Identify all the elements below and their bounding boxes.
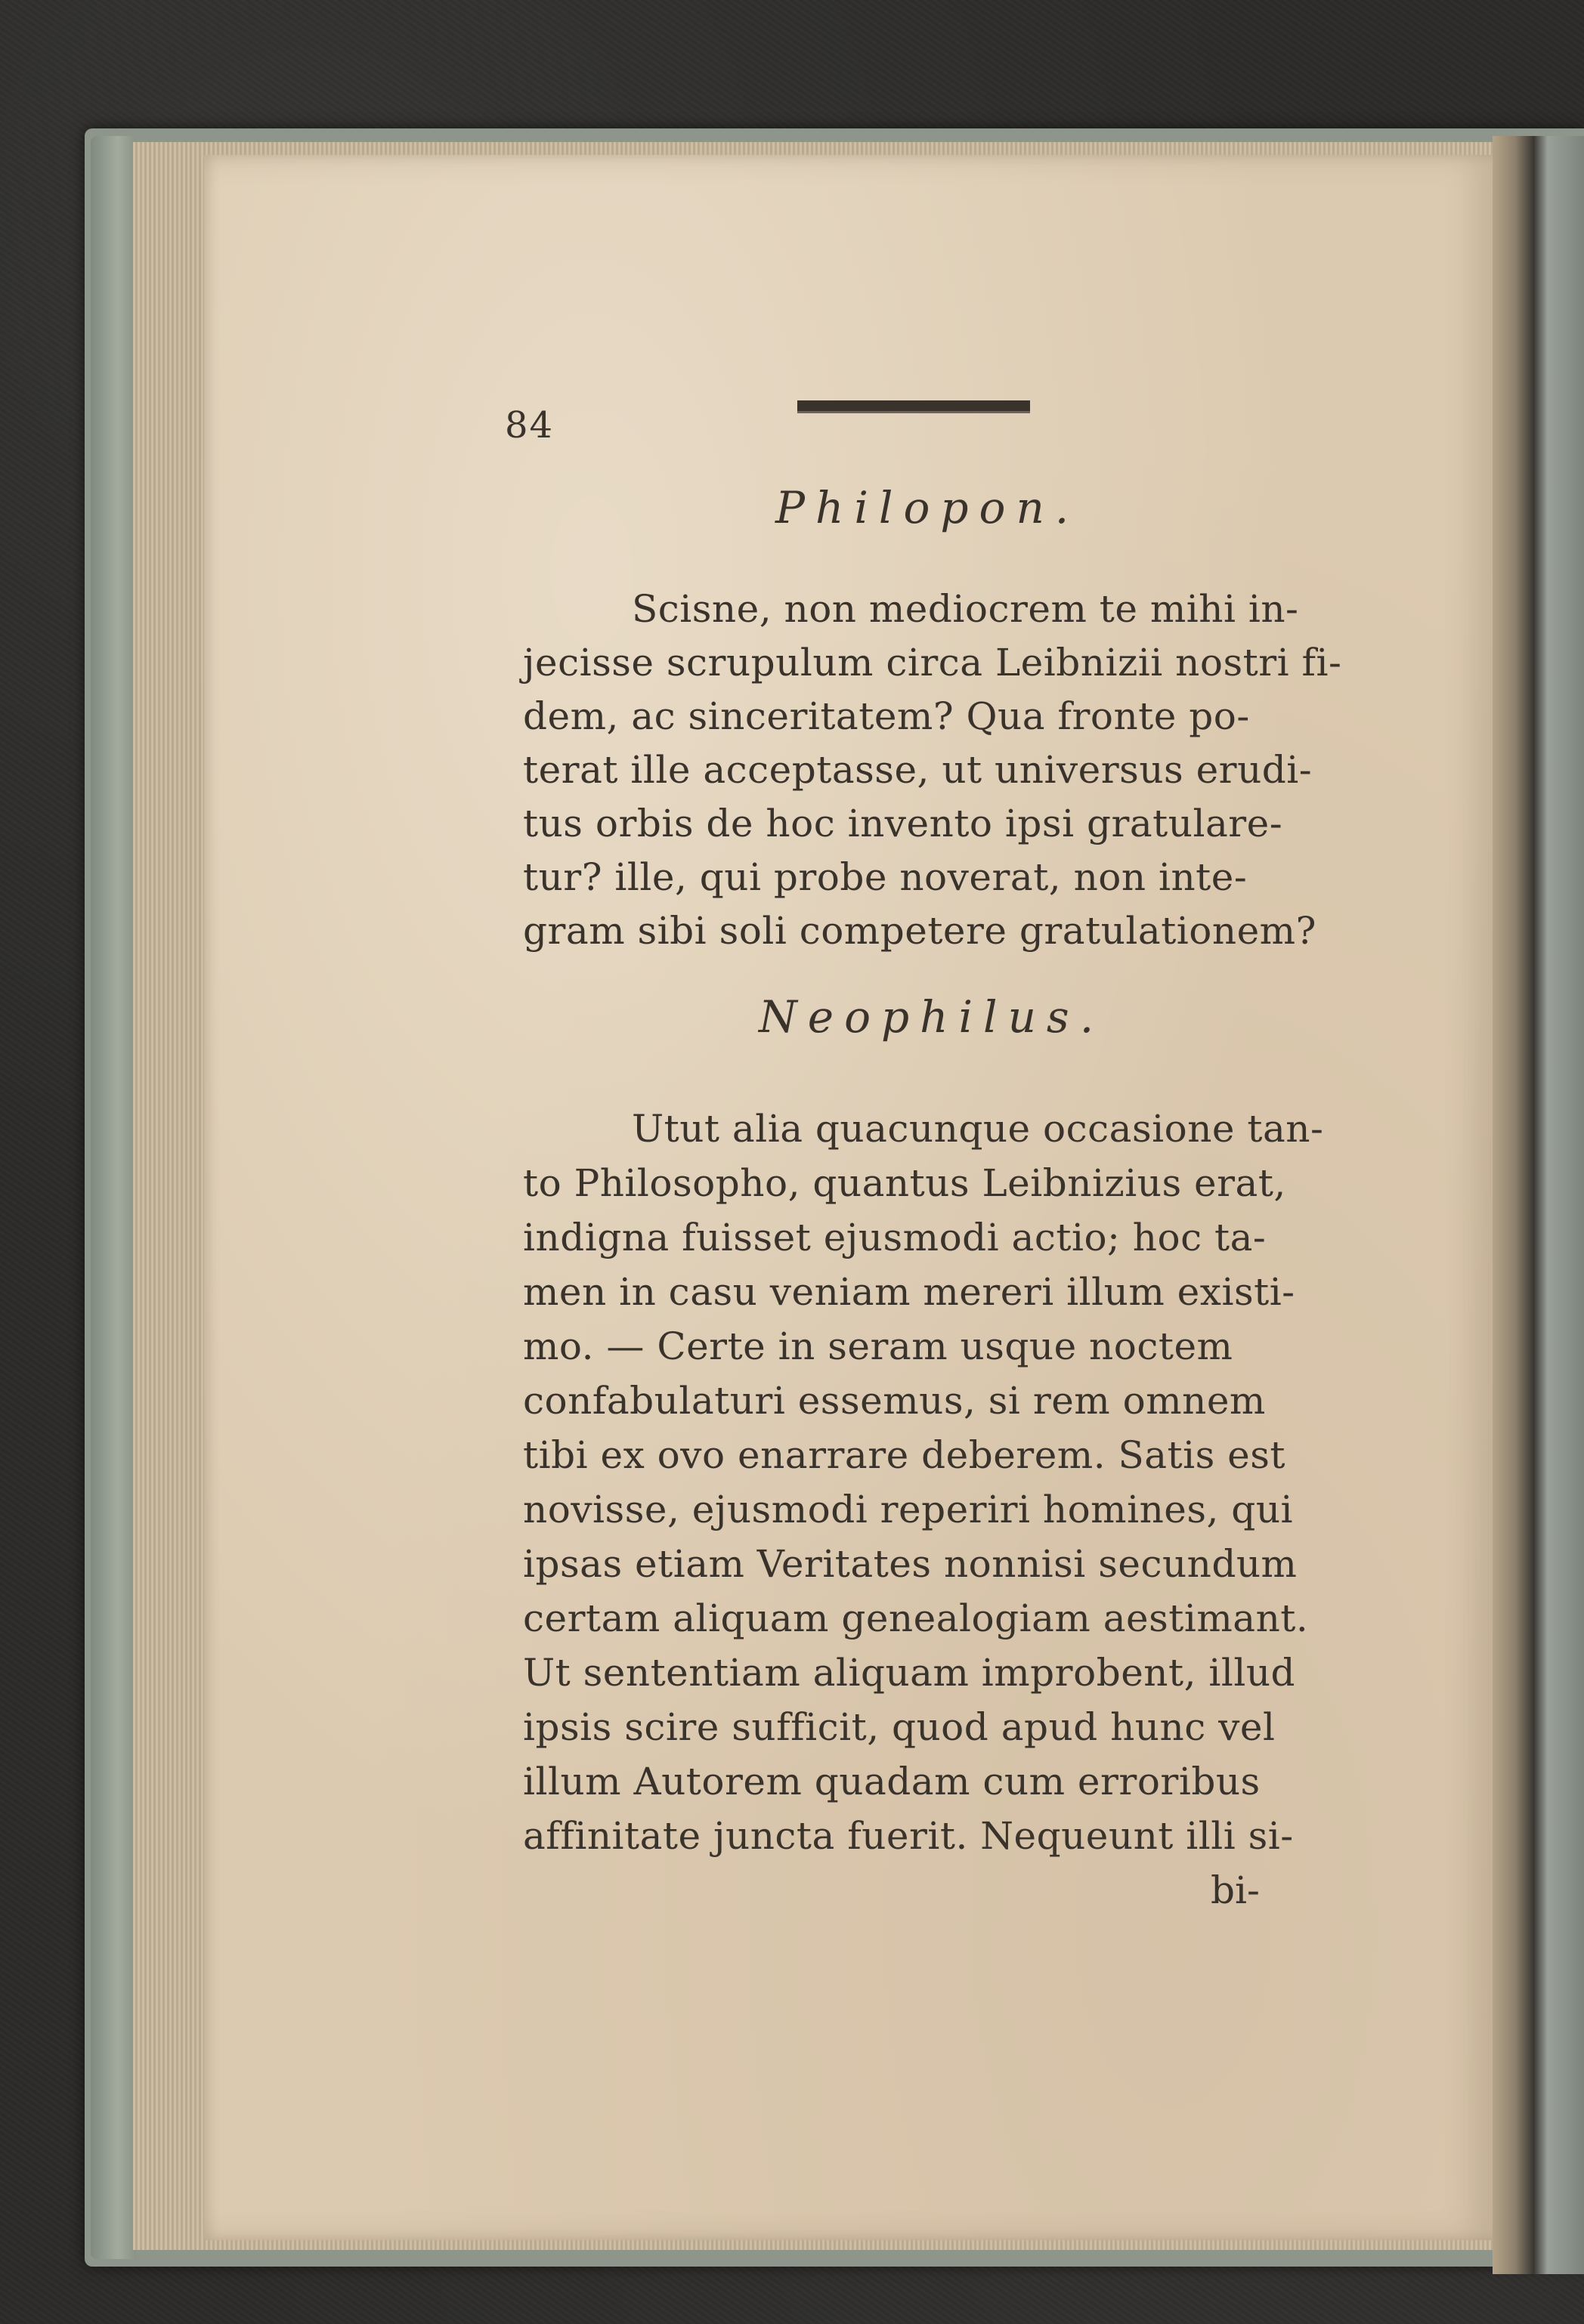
text-line: confabulaturi essemus, si rem omnem <box>523 1379 1266 1423</box>
text-line: tibi ex ovo enarrare deberem. Satis est <box>523 1433 1286 1477</box>
text-line: terat ille acceptasse, ut universus erudi- <box>523 748 1313 792</box>
text-line: men in casu veniam mereri illum existi- <box>523 1270 1295 1314</box>
text-line: tus orbis de hoc invento ipsi gratulare- <box>523 802 1283 845</box>
page-number: 84 <box>505 404 555 447</box>
book-cover-edge <box>91 136 136 2259</box>
book-gutter <box>1493 136 1584 2274</box>
text-line: to Philosopho, quantus Leibnizius erat, <box>523 1161 1286 1205</box>
text-line: affinitate juncta fuerit. Nequeunt illi si- <box>523 1814 1294 1858</box>
text-line: ipsis scire sufficit, quod apud hunc vel <box>523 1705 1276 1749</box>
text-line: tur? ille, qui probe noverat, non inte- <box>523 855 1248 899</box>
text-line: novisse, ejusmodi reperiri homines, qui <box>523 1488 1294 1531</box>
speaker-heading-neophilus: Neophilus. <box>759 991 1105 1043</box>
text-line: gram sibi soli competere gratulationem? <box>523 909 1316 953</box>
text-line: Ut sententiam aliquam improbent, illud <box>523 1651 1296 1695</box>
text-line: certam aliquam genealogiam aestimant. <box>523 1596 1309 1640</box>
text-line: indigna fuisset ejusmodi actio; hoc ta- <box>523 1216 1267 1259</box>
text-line: dem, ac sinceritatem? Qua fronte po- <box>523 694 1250 738</box>
text-line: Scisne, non mediocrem te mihi in- <box>632 587 1299 631</box>
speaker-heading-philopon: Philopon. <box>775 482 1080 533</box>
text-line: mo. — Certe in seram usque noctem <box>523 1324 1233 1368</box>
text-line: ipsas etiam Veritates nonnisi secundum <box>523 1542 1298 1586</box>
header-rule <box>797 400 1030 413</box>
catchword: bi- <box>1211 1868 1260 1912</box>
text-line: jecisse scrupulum circa Leibnizii nostri fi- <box>523 641 1342 685</box>
text-line: illum Autorem quadam cum erroribus <box>523 1760 1261 1803</box>
text-line: Utut alia quacunque occasione tan- <box>632 1107 1324 1151</box>
